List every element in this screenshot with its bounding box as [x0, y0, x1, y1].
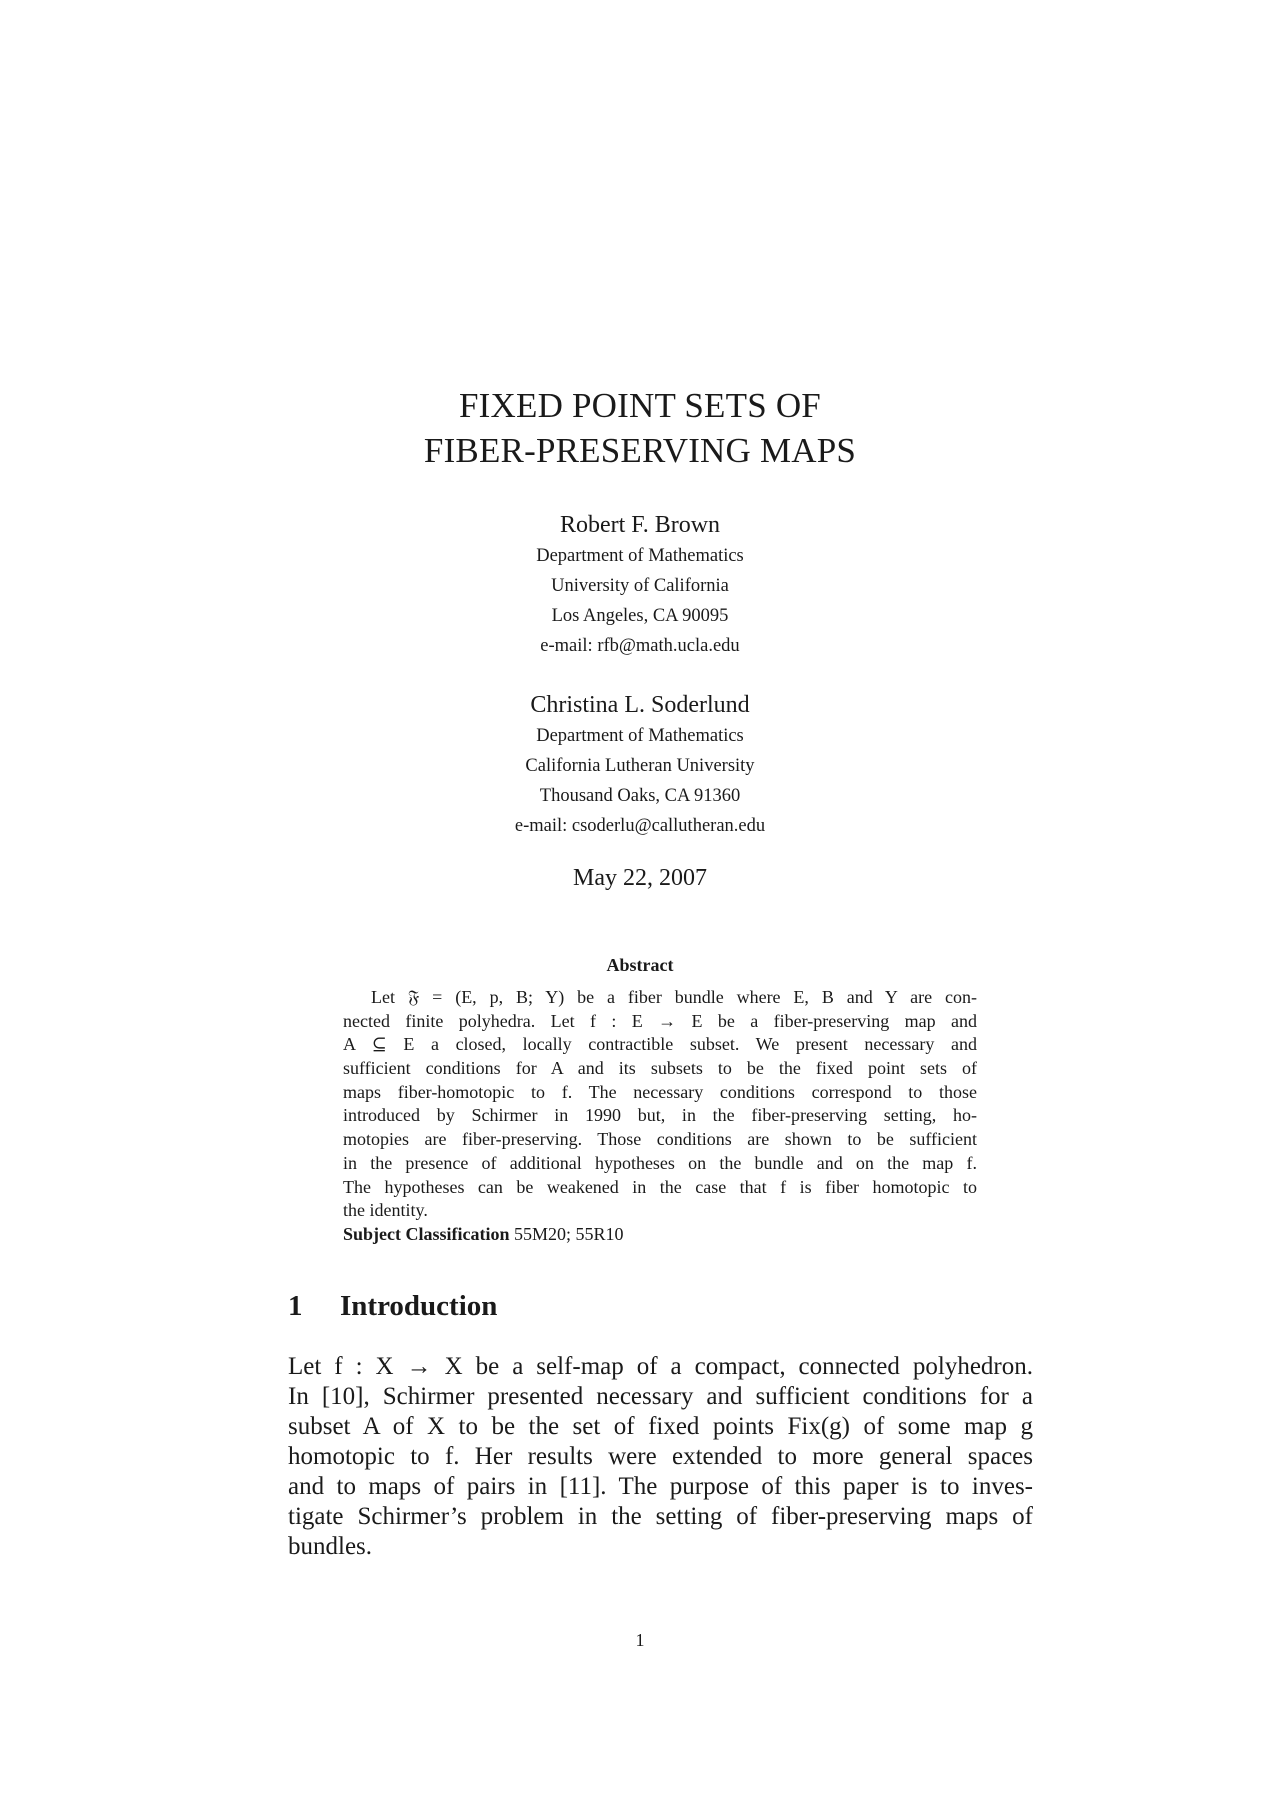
paper-title-line-1: FIXED POINT SETS OF — [459, 386, 821, 425]
body-line: bundles. — [288, 1533, 373, 1560]
subject-classification-value: 55M20; 55R10 — [514, 1223, 624, 1244]
abstract-line: introduced by Schirmer in 1990 but, in the fiber-preserving setting, ho- — [343, 1105, 977, 1126]
body-line: homotopic to f. Her results were extended to more general spaces — [288, 1443, 1033, 1470]
section-body — [288, 1352, 1033, 1562]
author-name: Robert F. Brown — [559, 512, 721, 538]
abstract-line: Let 𝔉 = (E, p, B; Y) be a fiber bundle where E, B and Y are con- — [371, 987, 977, 1007]
body-line: Let f : X → X be a self-map of a compact, connected polyhedron. — [288, 1353, 1033, 1380]
section-title: Introduction — [340, 1290, 498, 1322]
abstract-line: motopies are fiber-preserving. Those conditions are shown to be sufficient — [343, 1129, 977, 1150]
author-affiliation-line: Thousand Oaks, CA 91360 — [539, 786, 741, 806]
paper-title-line-2: FIBER-PRESERVING MAPS — [423, 431, 857, 470]
abstract-heading: Abstract — [606, 955, 674, 975]
author-affiliation-line: University of California — [551, 576, 729, 596]
subject-classification — [343, 1223, 977, 1247]
section-number: 1 — [288, 1290, 303, 1322]
abstract-body — [343, 986, 977, 1247]
author-affiliation-line: Department of Mathematics — [536, 546, 744, 566]
abstract-line: sufficient conditions for A and its subsets to be the fixed point sets of — [343, 1058, 977, 1079]
body-line: In [10], Schirmer presented necessary and sufficient conditions for a — [288, 1383, 1033, 1410]
author-name: Christina L. Soderlund — [530, 692, 750, 718]
author-affiliation-line: Department of Mathematics — [536, 726, 744, 746]
subject-classification-label: Subject Classification — [343, 1223, 510, 1244]
abstract-line: A ⊆ E a closed, locally contractible subset. We present necessary and — [343, 1034, 977, 1055]
author-affiliation-line: Los Angeles, CA 90095 — [551, 606, 729, 626]
body-line: subset A of X to be the set of fixed points Fix(g) of some map g — [288, 1413, 1033, 1440]
body-line: tigate Schirmer’s problem in the setting of fiber-preserving maps of — [288, 1503, 1033, 1530]
author-email: e-mail: rfb@math.ucla.edu — [540, 636, 740, 656]
author-affiliation-line: California Lutheran University — [525, 756, 755, 776]
abstract-line: the identity. — [343, 1200, 428, 1221]
abstract-line: The hypotheses can be weakened in the case that f is fiber homotopic to — [343, 1176, 977, 1197]
author-email: e-mail: csoderlu@callutheran.edu — [514, 816, 766, 836]
body-line: and to maps of pairs in [11]. The purpose of this paper is to inves- — [288, 1473, 1033, 1500]
section-heading — [288, 1290, 497, 1323]
paper-date: May 22, 2007 — [573, 865, 707, 891]
abstract-line: in the presence of additional hypotheses on the bundle and on the map f. — [343, 1152, 977, 1173]
abstract-line: maps fiber-homotopic to f. The necessary conditions correspond to those — [343, 1081, 977, 1102]
abstract-line: nected finite polyhedra. Let f : E → E be a fiber-preserving map and — [343, 1010, 977, 1031]
page-number: 1 — [635, 1630, 645, 1650]
